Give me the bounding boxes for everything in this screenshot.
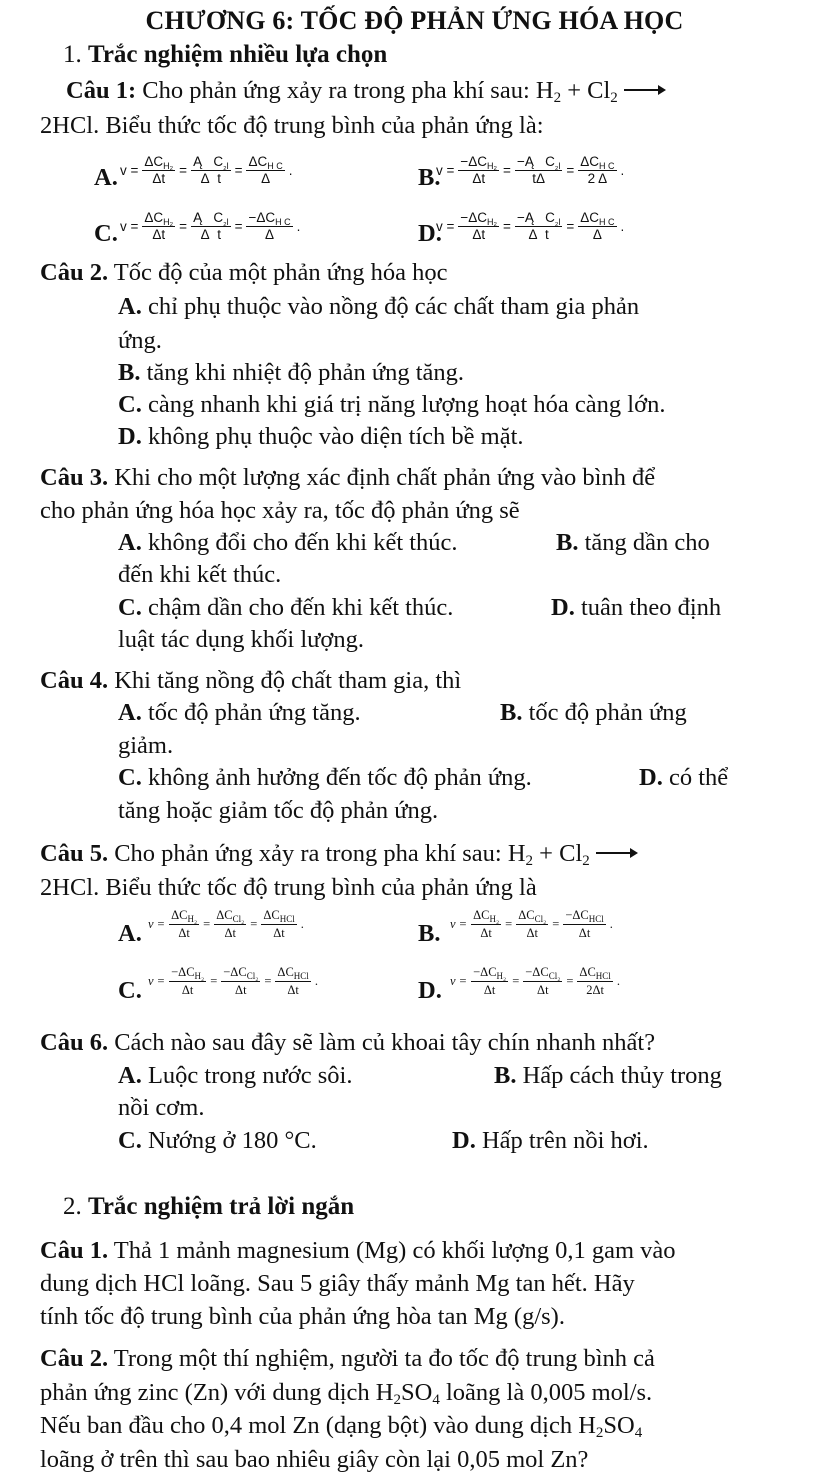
section-2-heading: 2. Trắc nghiệm trả lời ngắn — [63, 1193, 355, 1220]
q3-option-b: B. tăng dần cho — [556, 529, 710, 556]
q3-option-d-cont: luật tác dụng khối lượng. — [118, 626, 365, 653]
q4-option-b-cont: giảm. — [118, 732, 174, 759]
q1-option-a-label: A. — [94, 164, 118, 191]
q4-label: Câu 4. — [40, 667, 109, 694]
q1-stem-line2: 2HCl. Biểu thức tốc độ trung bình của phản ứng là: — [40, 112, 544, 139]
s2q2-line3: Nếu ban đầu cho 0,4 mol Zn (dạng bột) vào dung dịch $H_2SO_4$ — [40, 1412, 643, 1441]
q4-option-b: B. tốc độ phản ứng — [500, 699, 687, 726]
q1-reaction: $H_2 + Cl_2$ — [535, 77, 618, 106]
q5-option-d-formula: v = $\frac{-\Delta C_{H_2}}{\Delta t}$ = $\frac{-\Delta C_{Cl_2}}{\Delta t}$ = $\frac{\Delta C_{HCl}}{2\Delta t}$ . — [450, 965, 620, 997]
q4-option-d-cont: tăng hoặc giảm tốc độ phản ứng. — [118, 797, 439, 824]
q5-option-a-formula: v = $\frac{\Delta C_{H_2}}{\Delta t}$ = $\frac{\Delta C_{Cl_2}}{\Delta t}$ = $\frac{\Delta C_{HCl}}{\Delta t}$ . — [148, 908, 304, 940]
q3-option-b-cont: đến khi kết thúc. — [118, 561, 282, 588]
s2q1-line2: dung dịch HCl loãng. Sau 5 giây thấy mảnh Mg tan hết. Hãy — [40, 1270, 635, 1297]
q1-option-b-label: B. — [418, 164, 441, 191]
q1-stem-line1 — [66, 75, 664, 107]
q4-option-a: A. tốc độ phản ứng tăng. — [118, 699, 361, 726]
s2q2-line4: loãng ở trên thì sau bao nhiêu giây còn lại 0,05 mol Zn? — [40, 1446, 589, 1473]
section-1-heading — [63, 38, 387, 71]
q4-option-c: C. không ảnh hưởng đến tốc độ phản ứng. — [118, 764, 532, 791]
chapter-title: CHƯƠNG 6: TỐC ĐỘ PHẢN ỨNG HÓA HỌC — [145, 6, 684, 35]
fraction: $\frac{Ą C_{_2l}}{\text{Δ t}}$ — [193, 154, 229, 186]
reaction-arrow-icon — [596, 852, 636, 854]
v-symbol: v = — [436, 218, 455, 234]
section-1-number: 1. — [63, 41, 82, 68]
q5-option-c-label: C. — [118, 977, 142, 1004]
fraction: $\frac{-Ą C_{_2l}}{\text{Δ t}}$ — [516, 210, 561, 242]
s2q1-line1: Câu 1. Thả 1 mảnh magnesium (Mg) có khối lượng 0,1 gam vào — [40, 1237, 676, 1264]
q2-option-d: D. không phụ thuộc vào diện tích bề mặt. — [118, 423, 524, 450]
q1-option-b-formula: v = $\frac{-\Delta C_{H_2}}{\Delta t}$ = $\frac{-Ą C_{_2l}}{t\Delta}$ = $\frac{\Delta C_{H C}}{2 \Delta}$ . — [436, 154, 625, 186]
q5-stem-line1: Câu 5. Cho phản ứng xảy ra trong pha khí sau: $H_2 + Cl_2$ — [40, 838, 636, 870]
q3-option-d: D. tuân theo định — [551, 594, 722, 621]
q1-option-d-label: D. — [418, 220, 442, 247]
reaction-arrow-icon — [624, 89, 664, 91]
q3-option-a: A. không đổi cho đến khi kết thúc. — [118, 529, 458, 556]
q5-option-b-label: B. — [418, 920, 441, 947]
q1-option-a-formula: v = $\frac{\Delta C_{H_2}}{\Delta t}$ = $\frac{Ą C_{_2l}}{\text{Δ t}}$ = $\frac{\Delta C_{H C}}{\Delta}$ . — [120, 154, 293, 186]
q5-stem-line2: 2HCl. Biểu thức tốc độ trung bình của phản ứng là — [40, 874, 537, 901]
q6-option-d: D. Hấp trên nồi hơi. — [452, 1127, 649, 1154]
q3-stem-line2: cho phản ứng hóa học xảy ra, tốc độ phản ứng sẽ — [40, 497, 520, 524]
q4-option-d: D. có thể — [639, 764, 729, 791]
q6-option-a: A. Luộc trong nước sôi. — [118, 1062, 353, 1089]
q5-option-b-formula: v = $\frac{\Delta C_{H_2}}{\Delta t}$ = $\frac{\Delta C_{Cl_2}}{\Delta t}$ = $\frac{-\Delta C_{HCl}}{\Delta t}$ . — [450, 908, 613, 940]
s2q1-line3: tính tốc độ trung bình của phản ứng hòa tan Mg (g/s). — [40, 1303, 565, 1330]
q1-option-c-formula: v = $\frac{\Delta C_{H_2}}{\Delta t}$ = $\frac{Ą C_{_2l}}{\text{Δ t}}$ = $\frac{-\Delta C_{H C}}{\Delta}$ . — [120, 210, 301, 242]
q5-label: Câu 5. — [40, 840, 109, 867]
fraction: $\frac{\Delta C_{H C}}{2 \Delta}$ — [580, 154, 615, 186]
s2q2-label: Câu 2. — [40, 1345, 109, 1372]
q6-option-b: B. Hấp cách thủy trong — [494, 1062, 722, 1089]
fraction: $\frac{-\Delta C_{H_2}}{\Delta t}$ — [460, 154, 498, 186]
q2-option-b: B. tăng khi nhiệt độ phản ứng tăng. — [118, 359, 465, 386]
q4-stem: Câu 4. Khi tăng nồng độ chất tham gia, thì — [40, 667, 462, 694]
q6-label: Câu 6. — [40, 1029, 109, 1056]
fraction: $\frac{-\Delta C_{H C}}{\Delta}$ — [248, 210, 291, 242]
q2-text: Tốc độ của một phản ứng hóa học — [113, 259, 448, 286]
q5-option-d-label: D. — [418, 977, 442, 1004]
q1-option-c-label: C. — [94, 220, 118, 247]
q1-text-a: Cho phản ứng xảy ra trong pha khí sau: — [142, 77, 530, 104]
v-symbol: v = — [120, 162, 139, 178]
q3-stem-line1: Câu 3. Khi cho một lượng xác định chất phản ứng vào bình để — [40, 464, 656, 491]
q1-option-d-formula: v = $\frac{-\Delta C_{H_2}}{\Delta t}$ = $\frac{-Ą C_{_2l}}{\text{Δ t}}$ = $\frac{\Delta C_{H C}}{\Delta}$ . — [436, 210, 625, 242]
q3-label: Câu 3. — [40, 464, 109, 491]
fraction: $\frac{-\Delta C_{H_2}}{\Delta t}$ — [460, 210, 498, 242]
q6-option-b-cont: nồi cơm. — [118, 1094, 205, 1121]
fraction: $\frac{\Delta C_{H_2}}{\Delta t}$ — [144, 154, 174, 186]
fraction: $\frac{Ą C_{_2l}}{\text{Δ t}}$ — [193, 210, 229, 242]
fraction: $\frac{\Delta C_{H C}}{\Delta}$ — [248, 154, 283, 186]
q1-label: Câu 1: — [66, 77, 137, 104]
q5-reaction: $H_2 + Cl_2$ — [507, 840, 590, 869]
v-symbol: v = — [436, 162, 455, 178]
q2-stem — [40, 257, 448, 289]
q2-option-a: A. chỉ phụ thuộc vào nồng độ các chất tham gia phản — [118, 293, 640, 320]
section-1-title: Trắc nghiệm nhiều lựa chọn — [88, 41, 388, 68]
fraction: $\frac{\Delta C_{H C}}{\Delta}$ — [580, 210, 615, 242]
s2q2-line2: phản ứng zinc (Zn) với dung dịch $H_2SO_4$ loãng là 0,005 mol/s. — [40, 1379, 653, 1408]
fraction: $\frac{-Ą C_{_2l}}{t\Delta}$ — [516, 154, 561, 186]
q5-option-a-label: A. — [118, 920, 142, 947]
q6-stem: Câu 6. Cách nào sau đây sẽ làm củ khoai tây chín nhanh nhất? — [40, 1029, 656, 1056]
q6-option-c: C. Nướng ở 180 °C. — [118, 1127, 317, 1154]
q2-label: Câu 2. — [40, 259, 109, 286]
v-symbol: v = — [120, 218, 139, 234]
s2q2-line1: Câu 2. Trong một thí nghiệm, người ta đo tốc độ trung bình cả — [40, 1345, 655, 1372]
q2-option-a-cont: ứng. — [118, 327, 162, 354]
fraction: $\frac{\Delta C_{H_2}}{\Delta t}$ — [144, 210, 174, 242]
s2q1-label: Câu 1. — [40, 1237, 109, 1264]
q2-option-c: C. càng nhanh khi giá trị năng lượng hoạt hóa càng lớn. — [118, 391, 666, 418]
q3-option-c: C. chậm dần cho đến khi kết thúc. — [118, 594, 454, 621]
q5-option-c-formula: v = $\frac{-\Delta C_{H_2}}{\Delta t}$ = $\frac{-\Delta C_{Cl_2}}{\Delta t}$ = $\frac{\Delta C_{HCl}}{\Delta t}$ . — [148, 965, 318, 997]
